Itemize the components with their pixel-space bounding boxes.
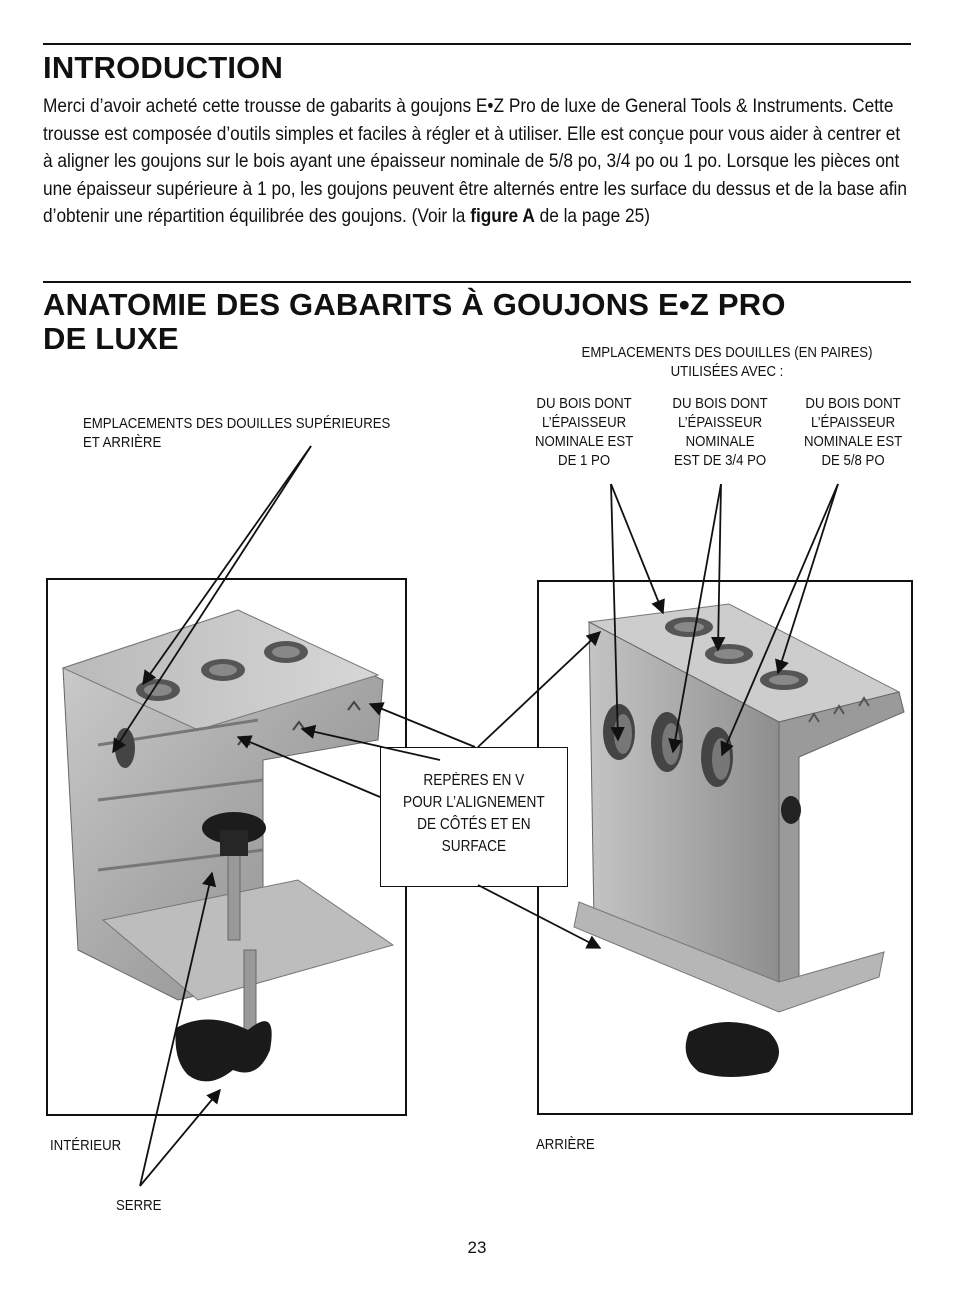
leader-rear-bushing: [113, 446, 311, 752]
leader-3-4in-front: [673, 484, 721, 752]
leader-vmark-5: [478, 885, 600, 948]
leader-1in-front: [611, 484, 618, 740]
introduction-heading: INTRODUCTION: [43, 50, 284, 85]
clamp-label: SERRE: [116, 1197, 162, 1214]
top-rear-bushings-label: EMPLACEMENTS DES DOUILLES SUPÉRIEURES ET ARRIÈRE: [83, 415, 391, 451]
leader-vmark-3: [238, 737, 380, 797]
wood-3-4in-label: DU BOIS DONT L’ÉPAISSEUR NOMINALE EST DE 3/4 PO: [672, 395, 768, 469]
leader-top-bushing: [143, 446, 311, 684]
leader-5-8in-top: [778, 484, 838, 673]
leader-1in-top: [611, 484, 663, 613]
anatomy-heading-line1: ANATOMIE DES GABARITS À GOUJONS E•Z PRO: [43, 287, 786, 322]
intro-figure-reference: figure A: [470, 206, 535, 228]
v-marks-label: REPÈRES EN V POUR L’ALIGNEMENT DE CÔTÉS ET EN SURFACE: [402, 772, 545, 855]
rear-label: ARRIÈRE: [536, 1136, 595, 1153]
leader-3-4in-top: [718, 484, 721, 650]
leader-5-8in-front: [722, 484, 838, 755]
leader-vmark-4: [478, 632, 600, 747]
leader-vmark-1: [370, 704, 475, 747]
intro-text-part: Merci d’avoir acheté cette trousse de gabarits à goujons E•Z Pro de luxe de General Tools & Instruments. Cette trousse est composée d’outils simples et faciles à régler et à utiliser. Elle est conçue pour vous aider à centrer et à aligner les goujons sur le bois ayant une épaisseur nominale de 5/8 po, 3/4 po ou 1 po. Lorsque les pièces ont une épaisseur supérieure à 1 po, les goujons peuvent être alternés entre les surface du dessus et de la base afin d’obtenir une répartition équilibrée des goujons. (Voir la: [43, 96, 907, 228]
leader-vmark-2: [302, 729, 440, 760]
wood-5-8in-label: DU BOIS DONT L’ÉPAISSEUR NOMINALE EST DE 5/8 PO: [803, 395, 903, 469]
page-number: 23: [467, 1238, 487, 1257]
bushing-pairs-label: EMPLACEMENTS DES DOUILLES (EN PAIRES) UTILISÉES AVEC :: [581, 344, 873, 380]
intro-text-end: de la page 25): [534, 206, 651, 228]
anatomy-heading-line2: DE LUXE: [43, 321, 179, 356]
interior-label: INTÉRIEUR: [50, 1137, 122, 1154]
wood-1in-label: DU BOIS DONT L’ÉPAISSEUR NOMINALE EST DE 1 PO: [534, 395, 634, 469]
